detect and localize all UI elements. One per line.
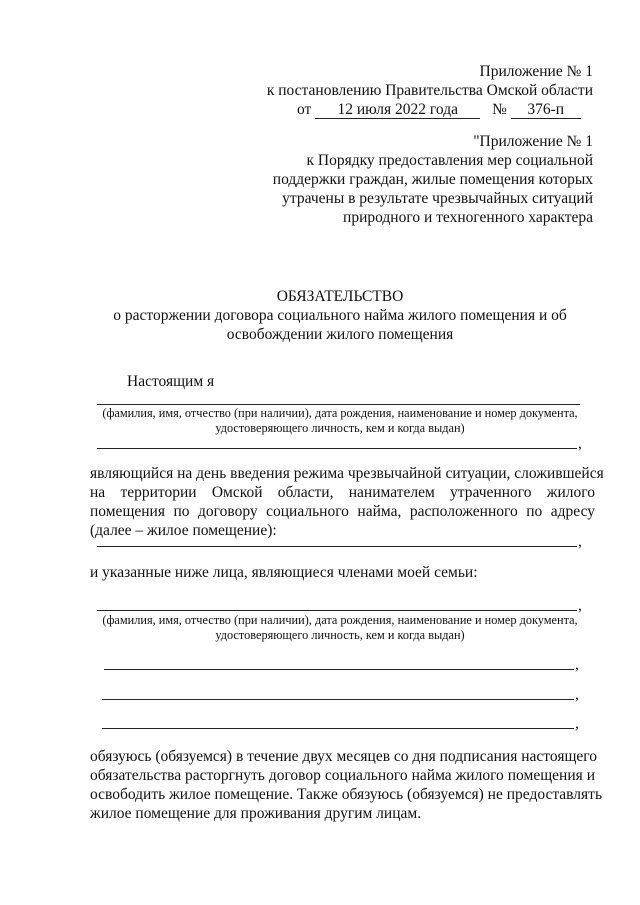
quoted-appendix-line: природного и техногенного характера bbox=[343, 209, 593, 226]
declarant-name-field-continued[interactable] bbox=[97, 448, 577, 449]
family-member-field[interactable] bbox=[102, 699, 574, 700]
declarant-hint: (фамилия, имя, отчество (при наличии), дата рождения, наименование и номер документа, bbox=[102, 406, 578, 420]
appendix-date-line bbox=[297, 100, 595, 120]
line-comma: , bbox=[575, 686, 579, 703]
document-title: ОБЯЗАТЕЛЬСТВО bbox=[276, 288, 404, 305]
resolution-number: 376-п bbox=[511, 102, 581, 119]
quoted-appendix-line: утрачены в результате чрезвычайных ситуаций bbox=[282, 190, 593, 207]
tenancy-text: являющийся на день введения режима чрезвычайной ситуации, сложившейся bbox=[90, 465, 604, 482]
quoted-appendix-line: поддержки граждан, жилые помещения которых bbox=[272, 171, 593, 188]
tenancy-text: помещения по договору социального найма, расположенного по адресу bbox=[90, 503, 595, 520]
obligation-text: обязательства расторгнуть договор социального найма жилого помещения и bbox=[90, 767, 595, 784]
line-comma: , bbox=[578, 435, 582, 452]
declarant-hint: удостоверяющего личность, кем и когда выдан) bbox=[215, 421, 465, 435]
line-comma: , bbox=[578, 597, 582, 614]
line-comma: , bbox=[575, 715, 579, 732]
number-label: № bbox=[492, 101, 507, 118]
line-comma: , bbox=[575, 656, 579, 673]
line-comma: , bbox=[578, 533, 582, 550]
quoted-appendix-number: "Приложение № 1 bbox=[473, 133, 593, 150]
obligation-text: жилое помещение для проживания другим лицам. bbox=[90, 805, 422, 822]
obligation-text: обязуюсь (обязуемся) в течение двух месяцев со дня подписания настоящего bbox=[90, 748, 597, 765]
appendix-resolution: к постановлению Правительства Омской области bbox=[266, 82, 593, 99]
family-member-field[interactable] bbox=[104, 669, 574, 670]
document-subtitle: о расторжении договора социального найма жилого помещения и об bbox=[113, 307, 567, 324]
family-member-field[interactable] bbox=[97, 610, 577, 611]
tenancy-text: (далее – жилое помещение): bbox=[90, 522, 277, 539]
family-member-field[interactable] bbox=[102, 728, 574, 729]
family-intro: и указанные ниже лица, являющиеся членами моей семьи: bbox=[90, 564, 478, 581]
family-hint: (фамилия, имя, отчество (при наличии), дата рождения, наименование и номер документа, bbox=[102, 613, 578, 627]
document-subtitle: освобождении жилого помещения bbox=[226, 326, 454, 343]
family-hint: удостоверяющего личность, кем и когда выдан) bbox=[215, 628, 465, 642]
resolution-date: 12 июля 2022 года bbox=[315, 102, 480, 119]
obligation-text: освободить жилое помещение. Также обязуюсь (обязуемся) не предоставлять bbox=[90, 786, 603, 803]
from-label: от bbox=[297, 101, 312, 118]
quoted-appendix-line: к Порядку предоставления мер социальной bbox=[306, 152, 593, 169]
address-field[interactable] bbox=[97, 546, 577, 547]
declarant-intro: Настоящим я bbox=[127, 373, 215, 390]
tenancy-text: на территории Омской области, нанимателем утраченного жилого bbox=[90, 484, 595, 501]
appendix-number: Приложение № 1 bbox=[479, 63, 593, 80]
